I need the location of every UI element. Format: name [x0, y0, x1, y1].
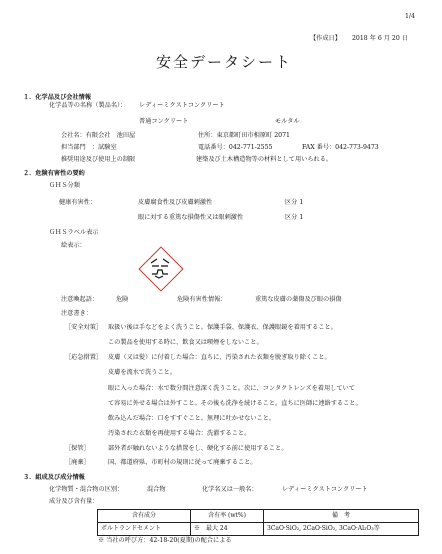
safety-line-2: この製品を使用する時に、飲食又は喫煙をしないこと。	[108, 339, 263, 346]
emergency-tag: ［応急措置］	[65, 354, 103, 361]
table-footnote: ※ 当社の呼び方：42-18-20(夏期)の配合による	[98, 537, 232, 544]
disposal-text: 国、都道府県、市町村の規則に従って廃棄すること。	[108, 459, 257, 466]
health-label: 健康有害性：	[59, 199, 97, 206]
emergency-line-5: 飲み込んだ場合：口をすすぐこと。無理に吐かせないこと。	[108, 415, 276, 422]
ghs-class: ＧＨＳ分類	[49, 182, 80, 189]
emergency-line-4: て容易に外せる場合は外すこと。その後も洗浄を続けること。直ちに医師に連絡すること。	[108, 400, 362, 407]
corrosion-icon	[147, 256, 173, 280]
pictogram-label: 絵表示：	[61, 242, 86, 249]
emergency-line-1: 皮膚（又は髪）に付着した場合：直ちに、汚染された衣類を脱ぎ取り除くこと。	[108, 354, 331, 361]
fax-label: FAX 番号：042-773-9473	[302, 144, 379, 151]
section1-heading: １．化学品及び会社情報	[23, 94, 92, 101]
product-sub-left: 普通コンクリート	[139, 118, 189, 125]
usage-text: 建築及び土木構造物等の材料として用いられる。	[196, 156, 333, 163]
table-row	[98, 523, 419, 536]
health-row2-class: 区分 1	[285, 214, 304, 221]
company-label: 会社名：有限会社 池田屋	[61, 132, 136, 139]
section2-heading: ２．危険有害性の要約	[23, 170, 85, 177]
chem-name-label: 化学名又は一般名：	[202, 486, 258, 493]
storage-text: 部外者が触れないような措置をし、硬化する前に使用すること。	[108, 445, 288, 452]
signal-word: 危険	[116, 296, 129, 303]
table-header-cell: 備 考	[264, 510, 419, 523]
storage-tag: ［保管］	[65, 445, 90, 452]
health-row1: 皮膚腐食性及び皮膚刺激性	[138, 199, 213, 206]
safety-tag: ［安全対策］	[65, 324, 103, 331]
components-table	[97, 509, 419, 536]
emergency-line-6: 汚染された衣類を再使用する場合：洗濯すること。	[108, 430, 251, 437]
hazard-text: 重篤な皮膚の薬傷及び眼の損傷	[255, 296, 342, 303]
chem-name-value: レディーミクストコンクリート	[282, 486, 368, 493]
emergency-line-3: 眼に入った場合：水で数分間注意深く洗うこと。次に、コンタクトレンズを着用していて	[108, 385, 355, 392]
table-cell: ※ 最大 24	[191, 523, 264, 536]
created-label: 【作成日】	[310, 35, 341, 42]
table-header-cell: 含有率 (wt%)	[191, 510, 264, 523]
emergency-line-2: 皮膚を流水で洗うこと。	[108, 369, 177, 376]
created-date: 2018 年 6 月 20 日	[352, 35, 408, 42]
page-number: 1/4	[405, 13, 415, 20]
mixture-label: 化学物質・混合物の区別：	[49, 486, 124, 493]
safety-line-1: 取扱い後は手などをよく洗うこと。保護手袋、保護衣、保護眼鏡を着用すること。	[108, 324, 337, 331]
address-label: 住所：東京都町田市相原町 2071	[198, 132, 290, 139]
table-cell: ポルトランドセメント	[98, 523, 191, 536]
section3-heading: ３．組成及び成分情報	[23, 474, 85, 481]
components-label: 成分及び含有量：	[49, 498, 99, 505]
product-sub-right: モルタル	[275, 118, 300, 125]
health-row2: 眼に対する重篤な損傷性又は眼刺激性	[138, 214, 244, 221]
precaution-label: 注意書き：	[61, 310, 92, 317]
disposal-tag: ［廃棄］	[65, 459, 90, 466]
department-label: 担当部門 ：試験室	[61, 144, 117, 151]
product-name: レディーミクストコンクリート	[139, 102, 225, 109]
table-header-cell: 含有成分	[98, 510, 191, 523]
signal-label: 注意喚起語：	[61, 296, 99, 303]
ghs-label: ＧＨＳラベル表示	[49, 229, 99, 236]
table-header-row	[98, 510, 419, 523]
usage-label: 推奨用途及び使用上の制限	[61, 156, 136, 163]
product-label: 化学品等の名称（製品名）：	[49, 102, 127, 109]
mixture-value: 混合物	[147, 486, 166, 493]
hazard-label: 危険有害性情報：	[177, 296, 227, 303]
health-row1-class: 区分 1	[285, 199, 304, 206]
phone-label: 電話番号：042-771-2555	[198, 144, 273, 151]
table-cell: 3CaO·SiO₂, 2CaO·SiO₂, 3CaO·Al₂O₃等	[264, 523, 419, 536]
page-title: 安全データシート	[156, 53, 293, 71]
